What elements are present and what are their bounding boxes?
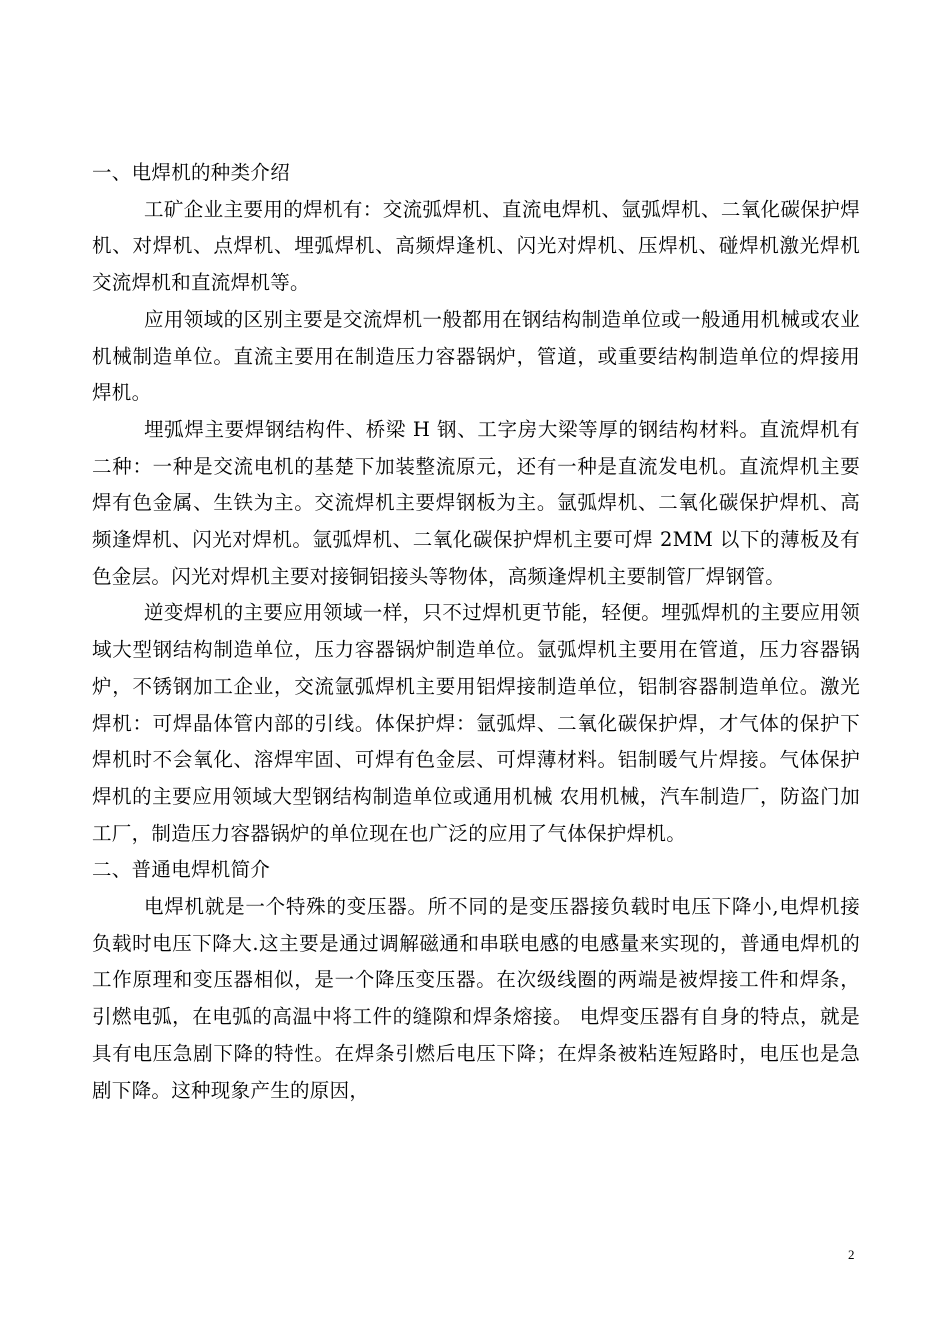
section-heading-1: 一、电焊机的种类介绍 [92,161,291,184]
section-1-paragraph-4: 逆变焊机的主要应用领域一样，只不过焊机更节能，轻便。埋弧焊机的主要应用领域大型钢结构制造单位，压力容器锅炉制造单位。氩弧焊机主要用在管道，压力容器锅炉，不锈钢加工企业，交流氩弧焊机主要用铝焊接制造单位，铝制容器制造单位。激光焊机：可焊晶体管内部的引线。体保护焊：氩弧焊、二氧化碳保护焊，才气体的保护下焊机时不会氧化、溶焊牢固、可焊有色金层、可焊薄材料。铝制暖气片焊接。气体保护焊机的主要应用领域大型钢结构制造单位或通用机械 农用机械，汽车制造厂，防盗门加工厂，制造压力容器锅炉的单位现在也广泛的应用了气体保护焊机。 [92,601,860,845]
section-1-paragraph-2: 应用领域的区别主要是交流焊机一般都用在钢结构制造单位或一般通用机械或农业机械制造单位。直流主要用在制造压力容器锅炉，管道，或重要结构制造单位的焊接用焊机。 [92,307,860,405]
section-1-paragraph-3: 埋弧焊主要焊钢结构件、桥梁 H 钢、工字房大梁等厚的钢结构材料。直流焊机有二种：一种是交流电机的基楚下加装整流原元，还有一种是直流发电机。直流焊机主要焊有色金属、生铁为主。交流焊机主要焊钢板为主。氩弧焊机、二氧化碳保护焊机、高频逢焊机、闪光对焊机。氩弧焊机、二氧化碳保护焊机主要可焊 2MM 以下的薄板及有色金层。闪光对焊机主要对接铜铝接头等物体，高频逢焊机主要制管厂焊钢管。 [92,417,860,588]
section-1-paragraph-1: 工矿企业主要用的焊机有：交流弧焊机、直流电焊机、氩弧焊机、二氧化碳保护焊机、对焊机、点焊机、埋弧焊机、高频焊逢机、闪光对焊机、压焊机、碰焊机激光焊机交流焊机和直流焊机等。 [92,197,860,295]
section-heading-2: 二、普通电焊机简介 [92,858,271,882]
document-body [92,155,860,1109]
page-number: 2 [848,1247,855,1262]
section-2-paragraph-1: 电焊机就是一个特殊的变压器。所不同的是变压器接负载时电压下降小,电焊机接负载时电压下降大.这主要是通过调解磁通和串联电感的电感量来实现的，普通电焊机的工作原理和变压器相似，是一个降压变压器。在次级线圈的两端是被焊接工件和焊条，引燃电弧，在电弧的高温中将工件的缝隙和焊条熔接。 电焊变压器有自身的特点，就是具有电压急剧下降的特性。在焊条引燃后电压下降；在焊条被粘连短路时，电压也是急剧下降。这种现象产生的原因， [92,895,860,1102]
